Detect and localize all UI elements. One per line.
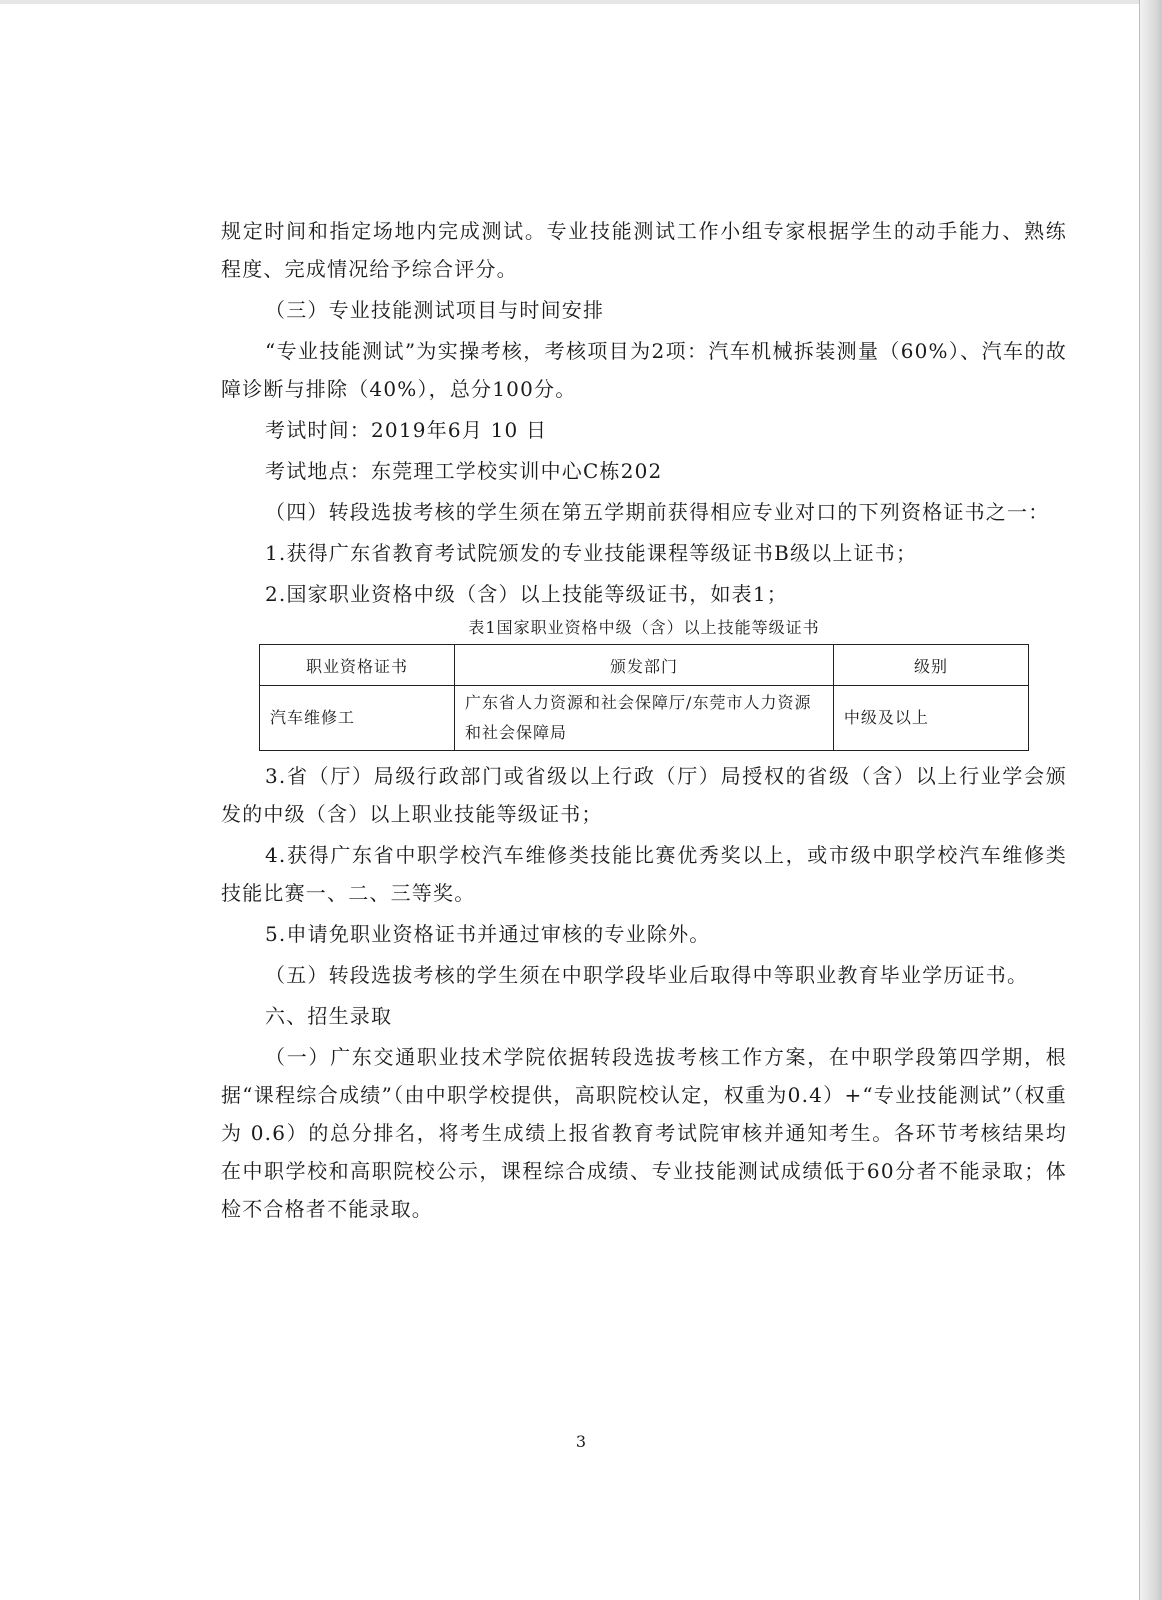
page-number: 3 <box>575 1432 587 1451</box>
table-cell-certificate: 汽车维修工 <box>260 686 455 751</box>
section-heading-admission: 六、招生录取 <box>265 1004 393 1028</box>
section-heading-diploma: （五）转段选拔考核的学生须在中职学段毕业后取得中等职业教育毕业学历证书。 <box>265 963 1029 987</box>
paragraph-test-items: “专业技能测试”为实操考核，考核项目为2项：汽车机械拆装测量（60%）、汽车的故障诊断与排除（40%），总分100分。 <box>221 339 1067 401</box>
table-cell-issuer: 广东省人力资源和社会保障厅/东莞市人力资源和社会保障局 <box>455 686 834 751</box>
document-body <box>221 212 1067 1231</box>
section-heading-certificates: （四）转段选拔考核的学生须在第五学期前获得相应专业对口的下列资格证书之一： <box>265 500 1050 524</box>
table-header-issuer: 颁发部门 <box>455 645 834 686</box>
exam-time: 考试时间：2019年6月 10 日 <box>265 418 548 442</box>
list-item-certificate-4: 4.获得广东省中职学校汽车维修类技能比赛优秀奖以上，或市级中职学校汽车维修类技能比赛一、二、三等奖。 <box>221 843 1067 905</box>
exam-location: 考试地点：东莞理工学校实训中心C栋202 <box>265 459 663 483</box>
list-item-certificate-5: 5.申请免职业资格证书并通过审核的专业除外。 <box>265 922 711 946</box>
table-row <box>260 686 1029 751</box>
certificate-table <box>259 644 1029 751</box>
list-item-certificate-2: 2.国家职业资格中级（含）以上技能等级证书，如表1； <box>265 582 789 606</box>
list-item-certificate-1: 1.获得广东省教育考试院颁发的专业技能课程等级证书B级以上证书； <box>265 541 918 565</box>
table-header-certificate: 职业资格证书 <box>260 645 455 686</box>
list-item-certificate-3: 3.省（厅）局级行政部门或省级以上行政（厅）局授权的省级（含）以上行业学会颁发的中级（含）以上职业技能等级证书； <box>221 764 1067 826</box>
paragraph-test-scoring: 规定时间和指定场地内完成测试。专业技能测试工作小组专家根据学生的动手能力、熟练程度、完成情况给予综合评分。 <box>221 219 1067 281</box>
table-header-level: 级别 <box>833 645 1028 686</box>
paragraph-admission-rules: （一）广东交通职业技术学院依据转段选拔考核工作方案，在中职学段第四学期，根据“课程综合成绩”（由中职学校提供，高职院校认定，权重为0.4）+“专业技能测试”（权重为 0.6）的总分排名，将考生成绩上报省教育考试院审核并通知考生。各环节考核结果均在中职学校和高职院校公示，课程综合成绩、专业技能测试成绩低于60分者不能录取；体检不合格者不能录取。 <box>221 1045 1067 1221</box>
section-heading-test-schedule: （三）专业技能测试项目与时间安排 <box>265 298 605 322</box>
scan-right-edge <box>1139 0 1162 1600</box>
table-header-row <box>260 645 1029 686</box>
scan-top-edge <box>0 0 1140 4</box>
table-cell-level: 中级及以上 <box>833 686 1028 751</box>
table-caption: 表1国家职业资格中级（含）以上技能等级证书 <box>468 618 820 637</box>
